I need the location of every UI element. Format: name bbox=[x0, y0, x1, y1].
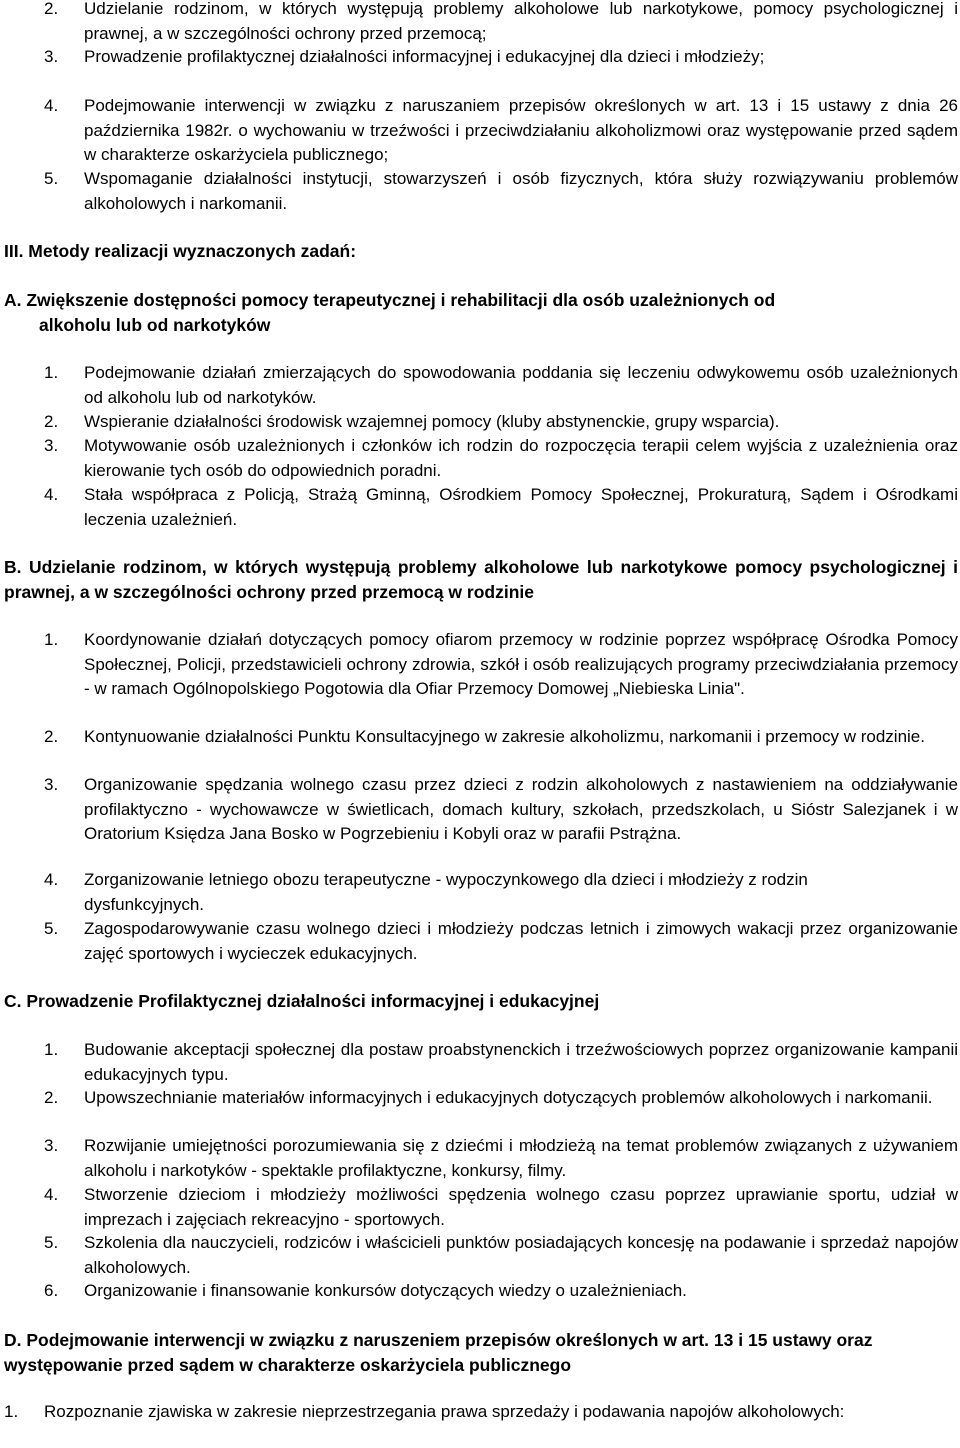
list-text: Stała współpraca z Policją, Strażą Gminną, Ośrodkiem Pomocy Społecznej, Prokuraturą, Sądem i Ośrodkami leczenia uzależnień. bbox=[84, 485, 958, 529]
list-text: Rozpoznanie zjawiska w zakresie nieprzestrzegania prawa sprzedaży i podawania napojów alkoholowych: bbox=[44, 1402, 845, 1421]
list-number: 4. bbox=[44, 485, 59, 504]
list-number: 6. bbox=[44, 1281, 59, 1300]
list-text: Szkolenia dla nauczycieli, rodziców i właścicieli punktów posiadających koncesję na podawanie i sprzedaż napojów alkoholowych. bbox=[84, 1233, 958, 1277]
list-number: 1. bbox=[44, 363, 59, 382]
section-heading-iii: III. Metody realizacji wyznaczonych zadań: bbox=[4, 241, 357, 261]
list-number: 3. bbox=[44, 47, 59, 66]
list-number: 5. bbox=[44, 919, 59, 938]
list-number: 3. bbox=[44, 1136, 59, 1155]
list-number: 1. bbox=[4, 1402, 19, 1421]
list-number: 4. bbox=[44, 1185, 59, 1204]
list-number: 1. bbox=[44, 630, 59, 649]
list-text: Zorganizowanie letniego obozu terapeutyczne - wypoczynkowego dla dzieci i młodzieży z rodzin dysfunkcyjnych. bbox=[84, 870, 808, 914]
section-heading-a bbox=[4, 288, 958, 337]
list-text: Koordynowanie działań dotyczących pomocy ofiarom przemocy w rodzinie poprzez współpracę Ośrodka Pomocy Społecznej, Policji, przedstawicieli ochrony zdrowia, szkół i osób realizujących programy przeciwdziałania przemocy - w ramach Ogólnopolskiego Pogotowia dla Ofiar Przemocy Domowej „Niebieska Linia". bbox=[84, 630, 958, 698]
list-number: 3. bbox=[44, 436, 59, 455]
list-text: Upowszechnianie materiałów informacyjnych i edukacyjnych dotyczących problemów alkoholowych i narkomanii. bbox=[84, 1088, 933, 1107]
list-number: 2. bbox=[44, 1088, 59, 1107]
section-heading-d: D. Podejmowanie interwencji w związku z naruszeniem przepisów określonych w art. 13 i 15 ustawy oraz występowanie przed sądem w charakterze oskarżyciela publicznego bbox=[4, 1330, 873, 1375]
list-text: Organizowanie spędzania wolnego czasu przez dzieci z rodzin alkoholowych z nastawieniem na oddziaływanie profilaktyczno - wychowawcze w świetlicach, domach kultury, szkołach, przedszkolach, u Sióstr Salezjanek i w Oratorium Księdza Jana Bosko w Pogrzebieniu i Kobyli oraz w parafii Pstrążna. bbox=[84, 775, 958, 843]
list-text: Podejmowanie interwencji w związku z naruszaniem przepisów określonych w art. 13 i 15 ustawy z dnia 26 października 1982r. o wychowaniu w trzeźwości i przeciwdziałaniu alkoholizmowi oraz występowanie przed sądem w charakterze oskarżyciela publicznego; bbox=[84, 96, 958, 164]
list-text: Organizowanie i finansowanie konkursów dotyczących wiedzy o uzależnieniach. bbox=[84, 1281, 687, 1300]
list-number: 2. bbox=[44, 0, 59, 18]
list-text: Udzielanie rodzinom, w których występują problemy alkoholowe lub narkotykowe, pomocy psychologicznej i prawnej, a w szczególności ochrony przed przemocą; bbox=[84, 0, 958, 43]
list-number: 5. bbox=[44, 169, 59, 188]
list-text: Podejmowanie działań zmierzających do spowodowania poddania się leczeniu odwykowemu osób uzależnionych od alkoholu lub od narkotyków. bbox=[84, 363, 958, 407]
section-a-title-line1: A. Zwiększenie dostępności pomocy terapeutycznej i rehabilitacji dla osób uzależnionych od bbox=[4, 290, 776, 310]
list-text: Prowadzenie profilaktycznej działalności informacyjnej i edukacyjnej dla dzieci i młodzieży; bbox=[84, 47, 765, 66]
list-text: Budowanie akceptacji społecznej dla postaw proabstynenckich i trzeźwościowych poprzez organizowanie kampanii edukacyjnych typu. bbox=[84, 1040, 958, 1084]
list-text: Wspomaganie działalności instytucji, stowarzyszeń i osób fizycznych, która służy rozwiązywaniu problemów alkoholowych i narkomanii. bbox=[84, 169, 958, 213]
list-text: Rozwijanie umiejętności porozumiewania się z dziećmi i młodzieżą na temat problemów związanych z używaniem alkoholu i narkotyków - spektakle profilaktyczne, konkursy, filmy. bbox=[84, 1136, 958, 1180]
list-text: Zagospodarowywanie czasu wolnego dzieci i młodzieży podczas letnich i zimowych wakacji przez organizowanie zajęć sportowych i wycieczek edukacyjnych. bbox=[84, 919, 958, 963]
list-number: 4. bbox=[44, 96, 59, 115]
list-text: Stworzenie dzieciom i młodzieży możliwości spędzenia wolnego czasu poprzez uprawianie sportu, udział w imprezach i zajęciach rekreacyjno - sportowych. bbox=[84, 1185, 958, 1229]
list-text: Motywowanie osób uzależnionych i członków ich rodzin do rozpoczęcia terapii celem wyjścia z uzależnienia oraz kierowanie tych osób do odpowiednich poradni. bbox=[84, 436, 958, 480]
list-text: Kontynuowanie działalności Punktu Konsultacyjnego w zakresie alkoholizmu, narkomanii i przemocy w rodzinie. bbox=[84, 727, 925, 746]
list-number: 2. bbox=[44, 412, 59, 431]
section-heading-c: C. Prowadzenie Profilaktycznej działalności informacyjnej i edukacyjnej bbox=[4, 991, 600, 1011]
list-text: Wspieranie działalności środowisk wzajemnej pomocy (kluby abstynenckie, grupy wsparcia). bbox=[84, 412, 780, 431]
list-number: 1. bbox=[44, 1040, 59, 1059]
list-number: 5. bbox=[44, 1233, 59, 1252]
section-a-title-line2: alkoholu lub od narkotyków bbox=[39, 314, 271, 335]
section-heading-b: B. Udzielanie rodzinom, w których występują problemy alkoholowe lub narkotykowe pomocy psychologicznej i prawnej, a w szczególności ochrony przed przemocą w rodzinie bbox=[4, 557, 958, 602]
list-number: 3. bbox=[44, 775, 59, 794]
list-number: 4. bbox=[44, 870, 59, 889]
list-number: 2. bbox=[44, 727, 59, 746]
